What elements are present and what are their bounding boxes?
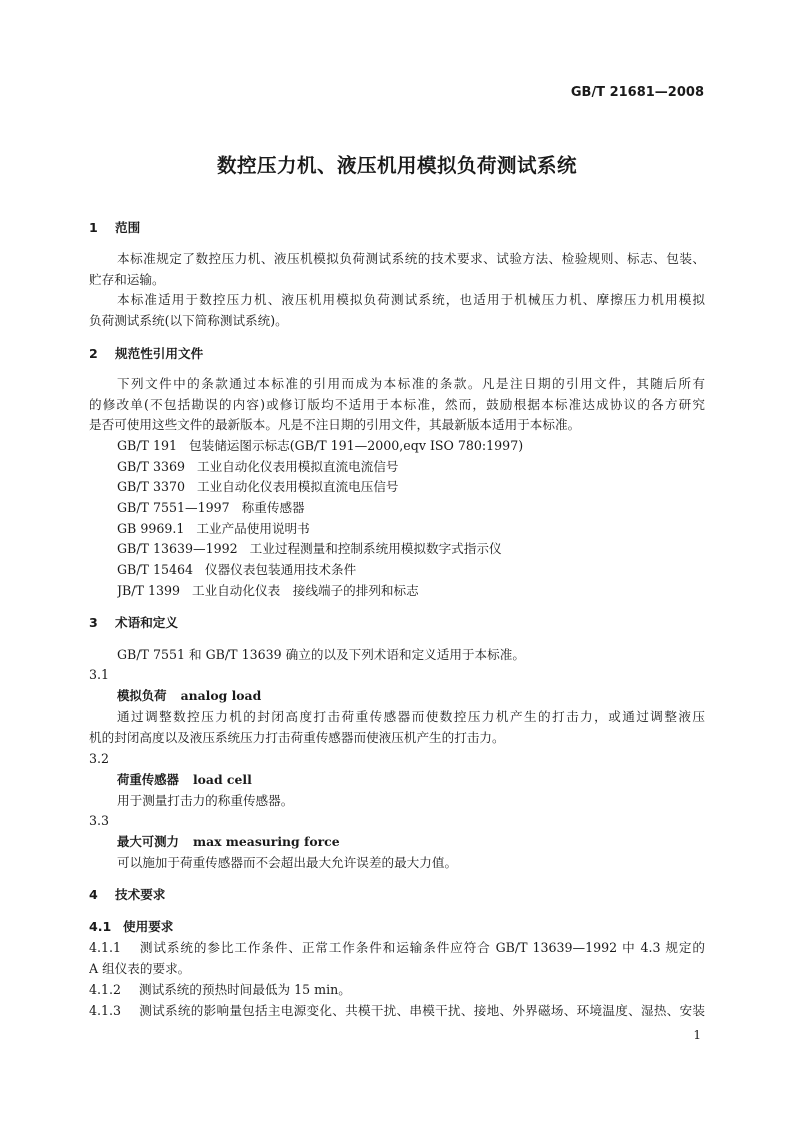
subsection-heading — [89, 918, 705, 936]
reference-item — [117, 582, 705, 600]
reference-code: GB/T 3369 — [117, 459, 186, 474]
term-number: 3.1 — [89, 667, 110, 682]
term-definition-line: 机的封闭高度以及液压系统压力打击荷重传感器而使液压机产生的打击力。 — [89, 730, 505, 745]
section-number: 3 — [89, 615, 98, 630]
section-1-heading — [89, 219, 705, 237]
section-number: 2 — [89, 346, 98, 361]
term-number: 3.2 — [89, 751, 110, 766]
paragraph-line: 本标准规定了数控压力机、液压机模拟负荷测试系统的技术要求、试验方法、检验规则、标志、包装、 — [117, 251, 705, 266]
reference-item — [117, 499, 705, 517]
standard-code: GB/T 21681—2008 — [570, 85, 704, 100]
clause-text: 测试系统的预热时间最低为 15 min。 — [139, 982, 351, 997]
section-2-heading — [89, 345, 705, 363]
section-title: 术语和定义 — [115, 615, 178, 630]
paragraph-line: 下列文件中的条款通过本标准的引用而成为本标准的条款。凡是注日期的引用文件，其随后所有 — [117, 376, 705, 391]
clause-text: 测试系统的参比工作条件、正常工作条件和运输条件应符合 GB/T 13639—1992 中 4.3 规定的 — [139, 940, 705, 955]
paragraph-line: GB/T 7551 和 GB/T 13639 确立的以及下列术语和定义适用于本标准。 — [117, 647, 525, 662]
document-title: 数控压力机、液压机用模拟负荷测试系统 — [216, 154, 577, 177]
term-heading — [117, 771, 705, 789]
paragraph-line: 本标准适用于数控压力机、液压机用模拟负荷测试系统，也适用于机械压力机、摩擦压力机用模拟 — [117, 292, 705, 307]
section-number: 4 — [89, 887, 98, 902]
clause-text: 测试系统的影响量包括主电源变化、共模干扰、串模干扰、接地、外界磁场、环境温度、湿热、安装 — [139, 1003, 705, 1018]
reference-title: 工业自动化仪表用模拟直流电流信号 — [197, 459, 399, 474]
reference-code: GB/T 7551—1997 — [117, 500, 230, 515]
subsection-number: 4.1 — [89, 919, 112, 934]
reference-item — [117, 478, 705, 496]
term-zh: 最大可测力 — [117, 834, 179, 849]
section-3-heading — [89, 614, 705, 632]
section-title: 范围 — [115, 220, 141, 235]
term-zh: 模拟负荷 — [117, 688, 167, 703]
reference-code: GB/T 15464 — [117, 562, 194, 577]
reference-item — [117, 458, 705, 476]
reference-title: 仪器仪表包装通用技术条件 — [205, 562, 357, 577]
term-definition-line: 用于测量打击力的称重传感器。 — [117, 793, 294, 808]
reference-item — [117, 437, 705, 455]
term-definition-line: 可以施加于荷重传感器而不会超出最大允许误差的最大力值。 — [117, 855, 458, 870]
clause-line: A 组仪表的要求。 — [89, 961, 191, 976]
section-number: 1 — [89, 220, 98, 235]
reference-title: 工业产品使用说明书 — [196, 521, 310, 536]
reference-title: 工业过程测量和控制系统用模拟数字式指示仪 — [249, 541, 502, 556]
reference-code: GB 9969.1 — [117, 521, 185, 536]
paragraph-line: 贮存和运输。 — [89, 272, 165, 287]
clause-line — [89, 1002, 705, 1020]
clause-line — [89, 939, 705, 957]
reference-item — [117, 561, 705, 579]
clause-line — [89, 981, 705, 999]
section-title: 规范性引用文件 — [115, 346, 204, 361]
clause-number: 4.1.1 — [89, 940, 122, 955]
page-number: 1 — [693, 1028, 701, 1042]
term-zh: 荷重传感器 — [117, 772, 179, 787]
reference-code: JB/T 1399 — [117, 583, 180, 598]
reference-title: 称重传感器 — [241, 500, 305, 515]
paragraph-line: 是否可使用这些文件的最新版本。凡是不注日期的引用文件，其最新版本适用于本标准。 — [89, 417, 581, 432]
reference-title: 包装储运图示标志(GB/T 191—2000,eqv ISO 780:1997) — [189, 438, 524, 453]
reference-title: 工业自动化仪表 接线端子的排列和标志 — [192, 583, 419, 598]
term-definition-line: 通过调整数控压力机的封闭高度打击荷重传感器而使数控压力机产生的打击力，或通过调整液压 — [117, 709, 705, 724]
term-heading — [117, 833, 705, 851]
clause-number: 4.1.2 — [89, 982, 122, 997]
reference-code: GB/T 13639—1992 — [117, 541, 238, 556]
term-heading — [117, 687, 705, 705]
term-en: load cell — [192, 772, 252, 787]
section-4-heading — [89, 886, 705, 904]
term-number: 3.3 — [89, 813, 110, 828]
paragraph-line: 负荷测试系统(以下简称测试系统)。 — [89, 313, 288, 328]
paragraph-line: 的修改单(不包括勘误的内容)或修订版均不适用于本标准，然而，鼓励根据本标准达成协议的各方研究 — [89, 397, 705, 412]
term-en: analog load — [180, 688, 262, 703]
term-en: max measuring force — [192, 834, 340, 849]
clause-number: 4.1.3 — [89, 1003, 122, 1018]
reference-item — [117, 540, 705, 558]
subsection-title: 使用要求 — [123, 919, 174, 934]
section-title: 技术要求 — [115, 887, 166, 902]
reference-item — [117, 520, 705, 538]
reference-code: GB/T 3370 — [117, 479, 186, 494]
reference-code: GB/T 191 — [117, 438, 177, 453]
reference-title: 工业自动化仪表用模拟直流电压信号 — [197, 479, 399, 494]
